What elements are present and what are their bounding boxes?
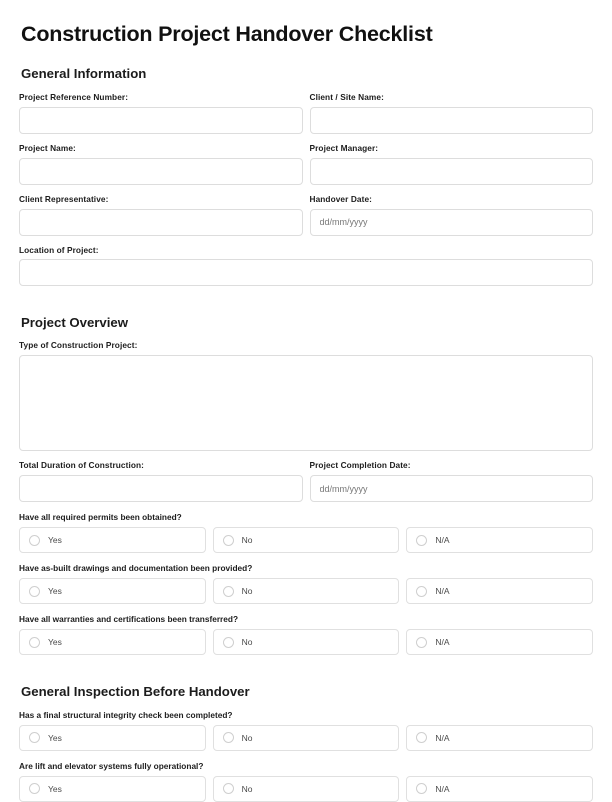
radio-option-label: No	[241, 585, 253, 596]
radio-option-yes[interactable]	[19, 725, 206, 751]
label-location-of-project: Location of Project:	[19, 244, 99, 255]
radio-circle-icon[interactable]	[223, 783, 234, 794]
radio-circle-icon[interactable]	[223, 535, 234, 546]
radio-option-yes[interactable]	[19, 527, 206, 553]
field-row-type-of-construction	[19, 341, 593, 451]
radio-circle-icon[interactable]	[223, 586, 234, 597]
field-group-client-representative	[19, 195, 303, 236]
radio-options-row	[19, 527, 593, 553]
field-group-client-site-name	[310, 93, 594, 134]
radio-option-label: N/A	[435, 732, 450, 743]
radio-option-n-a[interactable]	[406, 578, 593, 604]
radio-option-label: N/A	[435, 585, 450, 596]
radio-option-label: No	[241, 783, 253, 794]
radio-circle-icon[interactable]	[416, 732, 427, 743]
field-group-type-of-construction-project	[19, 341, 593, 451]
radio-circle-icon[interactable]	[223, 732, 234, 743]
radio-circle-icon[interactable]	[29, 783, 40, 794]
question-label: Has a final structural integrity check been completed?	[19, 709, 233, 720]
question-block	[19, 711, 593, 751]
radio-option-label: Yes	[48, 534, 62, 545]
radio-circle-icon[interactable]	[223, 637, 234, 648]
radio-option-no[interactable]	[213, 629, 400, 655]
radio-options-row	[19, 776, 593, 802]
input-project-name[interactable]	[19, 158, 303, 185]
input-client-site-name[interactable]	[310, 107, 594, 134]
radio-options-row	[19, 725, 593, 751]
radio-option-label: No	[241, 732, 253, 743]
label-handover-date: Handover Date:	[309, 193, 372, 204]
radio-option-n-a[interactable]	[406, 527, 593, 553]
radio-option-label: No	[241, 534, 253, 545]
radio-option-label: Yes	[48, 783, 62, 794]
question-label: Have all required permits been obtained?	[19, 512, 182, 523]
question-label: Are lift and elevator systems fully operational?	[19, 760, 204, 771]
input-type-of-construction-project[interactable]	[19, 355, 593, 451]
field-row-location	[19, 246, 593, 287]
section-heading-general-inspection: General Inspection Before Handover	[21, 684, 250, 700]
input-project-completion-date[interactable]	[310, 475, 594, 502]
question-list-project-overview	[19, 513, 593, 655]
radio-circle-icon[interactable]	[29, 732, 40, 743]
radio-options-row	[19, 629, 593, 655]
radio-option-no[interactable]	[213, 578, 400, 604]
radio-option-label: Yes	[48, 732, 62, 743]
input-client-representative[interactable]	[19, 209, 303, 236]
radio-option-no[interactable]	[213, 725, 400, 751]
field-row-duration-completion	[19, 461, 593, 502]
radio-circle-icon[interactable]	[29, 586, 40, 597]
question-block	[19, 615, 593, 655]
radio-circle-icon[interactable]	[416, 586, 427, 597]
radio-circle-icon[interactable]	[416, 535, 427, 546]
radio-option-label: No	[241, 636, 253, 647]
label-project-completion-date: Project Completion Date:	[309, 460, 411, 471]
field-row-projectname-manager	[19, 144, 593, 185]
radio-option-n-a[interactable]	[406, 776, 593, 802]
radio-option-n-a[interactable]	[406, 629, 593, 655]
radio-circle-icon[interactable]	[416, 637, 427, 648]
radio-option-no[interactable]	[213, 527, 400, 553]
input-location-of-project[interactable]	[19, 259, 593, 286]
question-block	[19, 564, 593, 604]
question-list-general-inspection	[19, 711, 593, 802]
field-group-handover-date	[310, 195, 594, 236]
radio-option-yes[interactable]	[19, 776, 206, 802]
field-group-location-of-project	[19, 246, 593, 287]
radio-circle-icon[interactable]	[29, 535, 40, 546]
section-heading-project-overview: Project Overview	[21, 315, 129, 331]
field-group-project-completion-date	[310, 461, 594, 502]
question-block	[19, 762, 593, 802]
radio-option-label: N/A	[435, 534, 450, 545]
radio-circle-icon[interactable]	[29, 637, 40, 648]
field-row-representative-handoverdate	[19, 195, 593, 236]
input-project-reference-number[interactable]	[19, 107, 303, 134]
radio-option-label: N/A	[435, 783, 450, 794]
label-client-representative: Client Representative:	[19, 193, 109, 204]
label-client-site-name: Client / Site Name:	[309, 91, 384, 102]
radio-option-yes[interactable]	[19, 578, 206, 604]
field-group-project-manager	[310, 144, 594, 185]
radio-options-row	[19, 578, 593, 604]
input-handover-date[interactable]	[310, 209, 594, 236]
radio-option-label: Yes	[48, 636, 62, 647]
field-row-reference-client	[19, 93, 593, 134]
section-heading-general-information: General Information	[21, 65, 147, 81]
field-group-total-duration-of-construction	[19, 461, 303, 502]
input-total-duration-of-construction[interactable]	[19, 475, 303, 502]
radio-option-yes[interactable]	[19, 629, 206, 655]
radio-option-label: Yes	[48, 585, 62, 596]
input-project-manager[interactable]	[310, 158, 594, 185]
label-type-of-construction-project: Type of Construction Project:	[19, 340, 138, 351]
label-project-manager: Project Manager:	[309, 142, 379, 153]
question-block	[19, 513, 593, 553]
question-label: Have as-built drawings and documentation been provided?	[19, 563, 253, 574]
label-total-duration-of-construction: Total Duration of Construction:	[19, 460, 145, 471]
field-group-project-name	[19, 144, 303, 185]
radio-circle-icon[interactable]	[416, 783, 427, 794]
label-project-reference-number: Project Reference Number:	[19, 91, 129, 102]
field-group-project-reference-number	[19, 93, 303, 134]
page-title: Construction Project Handover Checklist	[21, 22, 433, 46]
radio-option-label: N/A	[435, 636, 450, 647]
label-project-name: Project Name:	[19, 142, 76, 153]
radio-option-n-a[interactable]	[406, 725, 593, 751]
question-label: Have all warranties and certifications been transferred?	[19, 614, 239, 625]
radio-option-no[interactable]	[213, 776, 400, 802]
